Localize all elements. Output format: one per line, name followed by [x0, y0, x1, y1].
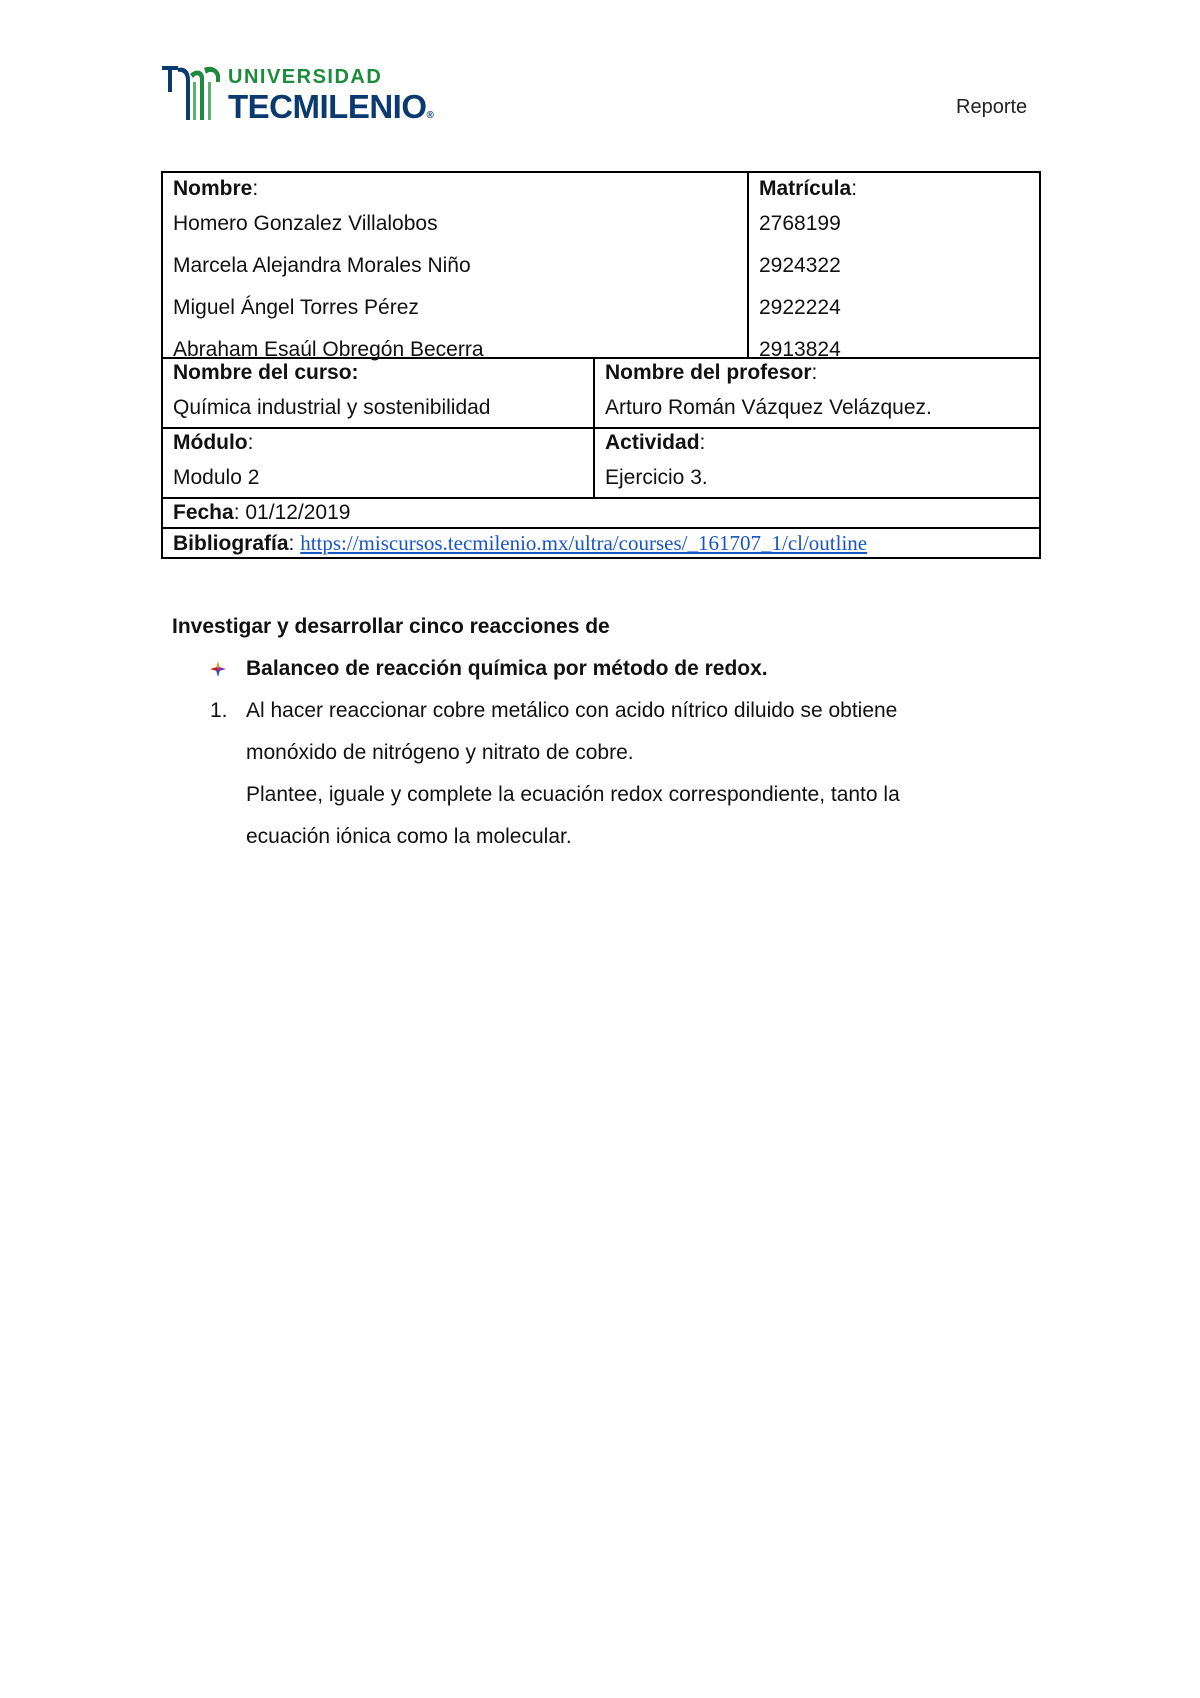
- student-id: 2768199: [759, 212, 841, 235]
- matricula-heading: Matrícula:: [759, 177, 858, 200]
- item-line: monóxido de nitrógeno y nitrato de cobre.: [246, 741, 634, 764]
- item-line: Al hacer reaccionar cobre metálico con acido nítrico diluido se obtiene: [246, 699, 898, 722]
- names-cell: [162, 172, 748, 361]
- item-line: ecuación iónica como la molecular.: [246, 825, 572, 848]
- student-id: 2913824: [759, 338, 841, 361]
- nombre-heading: Nombre:: [173, 177, 259, 200]
- intro-heading: Investigar y desarrollar cinco reacciones de: [172, 615, 610, 638]
- profesor-value: Arturo Román Vázquez Velázquez.: [605, 396, 932, 419]
- logo-brand-text: TECMILENIO®: [228, 88, 434, 125]
- student-info-table: [161, 171, 1041, 559]
- bibliografia-cell: [162, 528, 1040, 558]
- tecmilenio-tree-logo-icon: [160, 62, 224, 124]
- document-body: [172, 606, 1032, 858]
- bullet-text: Balanceo de reacción química por método de redox.: [246, 657, 768, 680]
- curso-value: Química industrial y sostenibilidad: [173, 396, 491, 419]
- actividad-value: Ejercicio 3.: [605, 466, 708, 489]
- fecha-line: Fecha: 01/12/2019: [173, 501, 351, 524]
- bullet-item: [172, 648, 1032, 690]
- report-label: Reporte: [956, 96, 1028, 118]
- actividad-heading: Actividad:: [605, 431, 706, 454]
- profesor-heading: Nombre del profesor:: [605, 361, 818, 384]
- ids-cell: [748, 172, 1040, 361]
- student-name: Miguel Ángel Torres Pérez: [173, 296, 419, 319]
- numbered-item: [172, 690, 1032, 732]
- student-id: 2924322: [759, 254, 841, 277]
- item-number: 1.: [210, 699, 228, 722]
- curso-cell: [162, 358, 594, 428]
- modulo-value: Modulo 2: [173, 466, 260, 489]
- student-name: Abraham Esaúl Obregón Becerra: [173, 338, 484, 361]
- compass-bullet-icon: [210, 661, 226, 677]
- actividad-cell: [594, 428, 1040, 498]
- tecmilenio-logo: [160, 62, 460, 124]
- modulo-cell: [162, 428, 594, 498]
- curso-label: Nombre del curso:: [173, 361, 359, 384]
- item-line: Plantee, iguale y complete la ecuación redox correspondiente, tanto la: [246, 783, 900, 806]
- modulo-heading: Módulo:: [173, 431, 254, 454]
- bibliografia-link[interactable]: https://miscursos.tecmilenio.mx/ultra/courses/_161707_1/cl/outline: [300, 531, 868, 555]
- profesor-cell: [594, 358, 1040, 428]
- student-name: Marcela Alejandra Morales Niño: [173, 254, 471, 277]
- bibliografia-line: Bibliografía: https://miscursos.tecmilenio.mx/ultra/courses/_161707_1/cl/outline: [173, 531, 868, 555]
- logo-university-text: UNIVERSIDAD: [228, 66, 383, 88]
- student-id: 2922224: [759, 296, 841, 319]
- student-name: Homero Gonzalez Villalobos: [173, 212, 438, 235]
- fecha-cell: [162, 498, 1040, 528]
